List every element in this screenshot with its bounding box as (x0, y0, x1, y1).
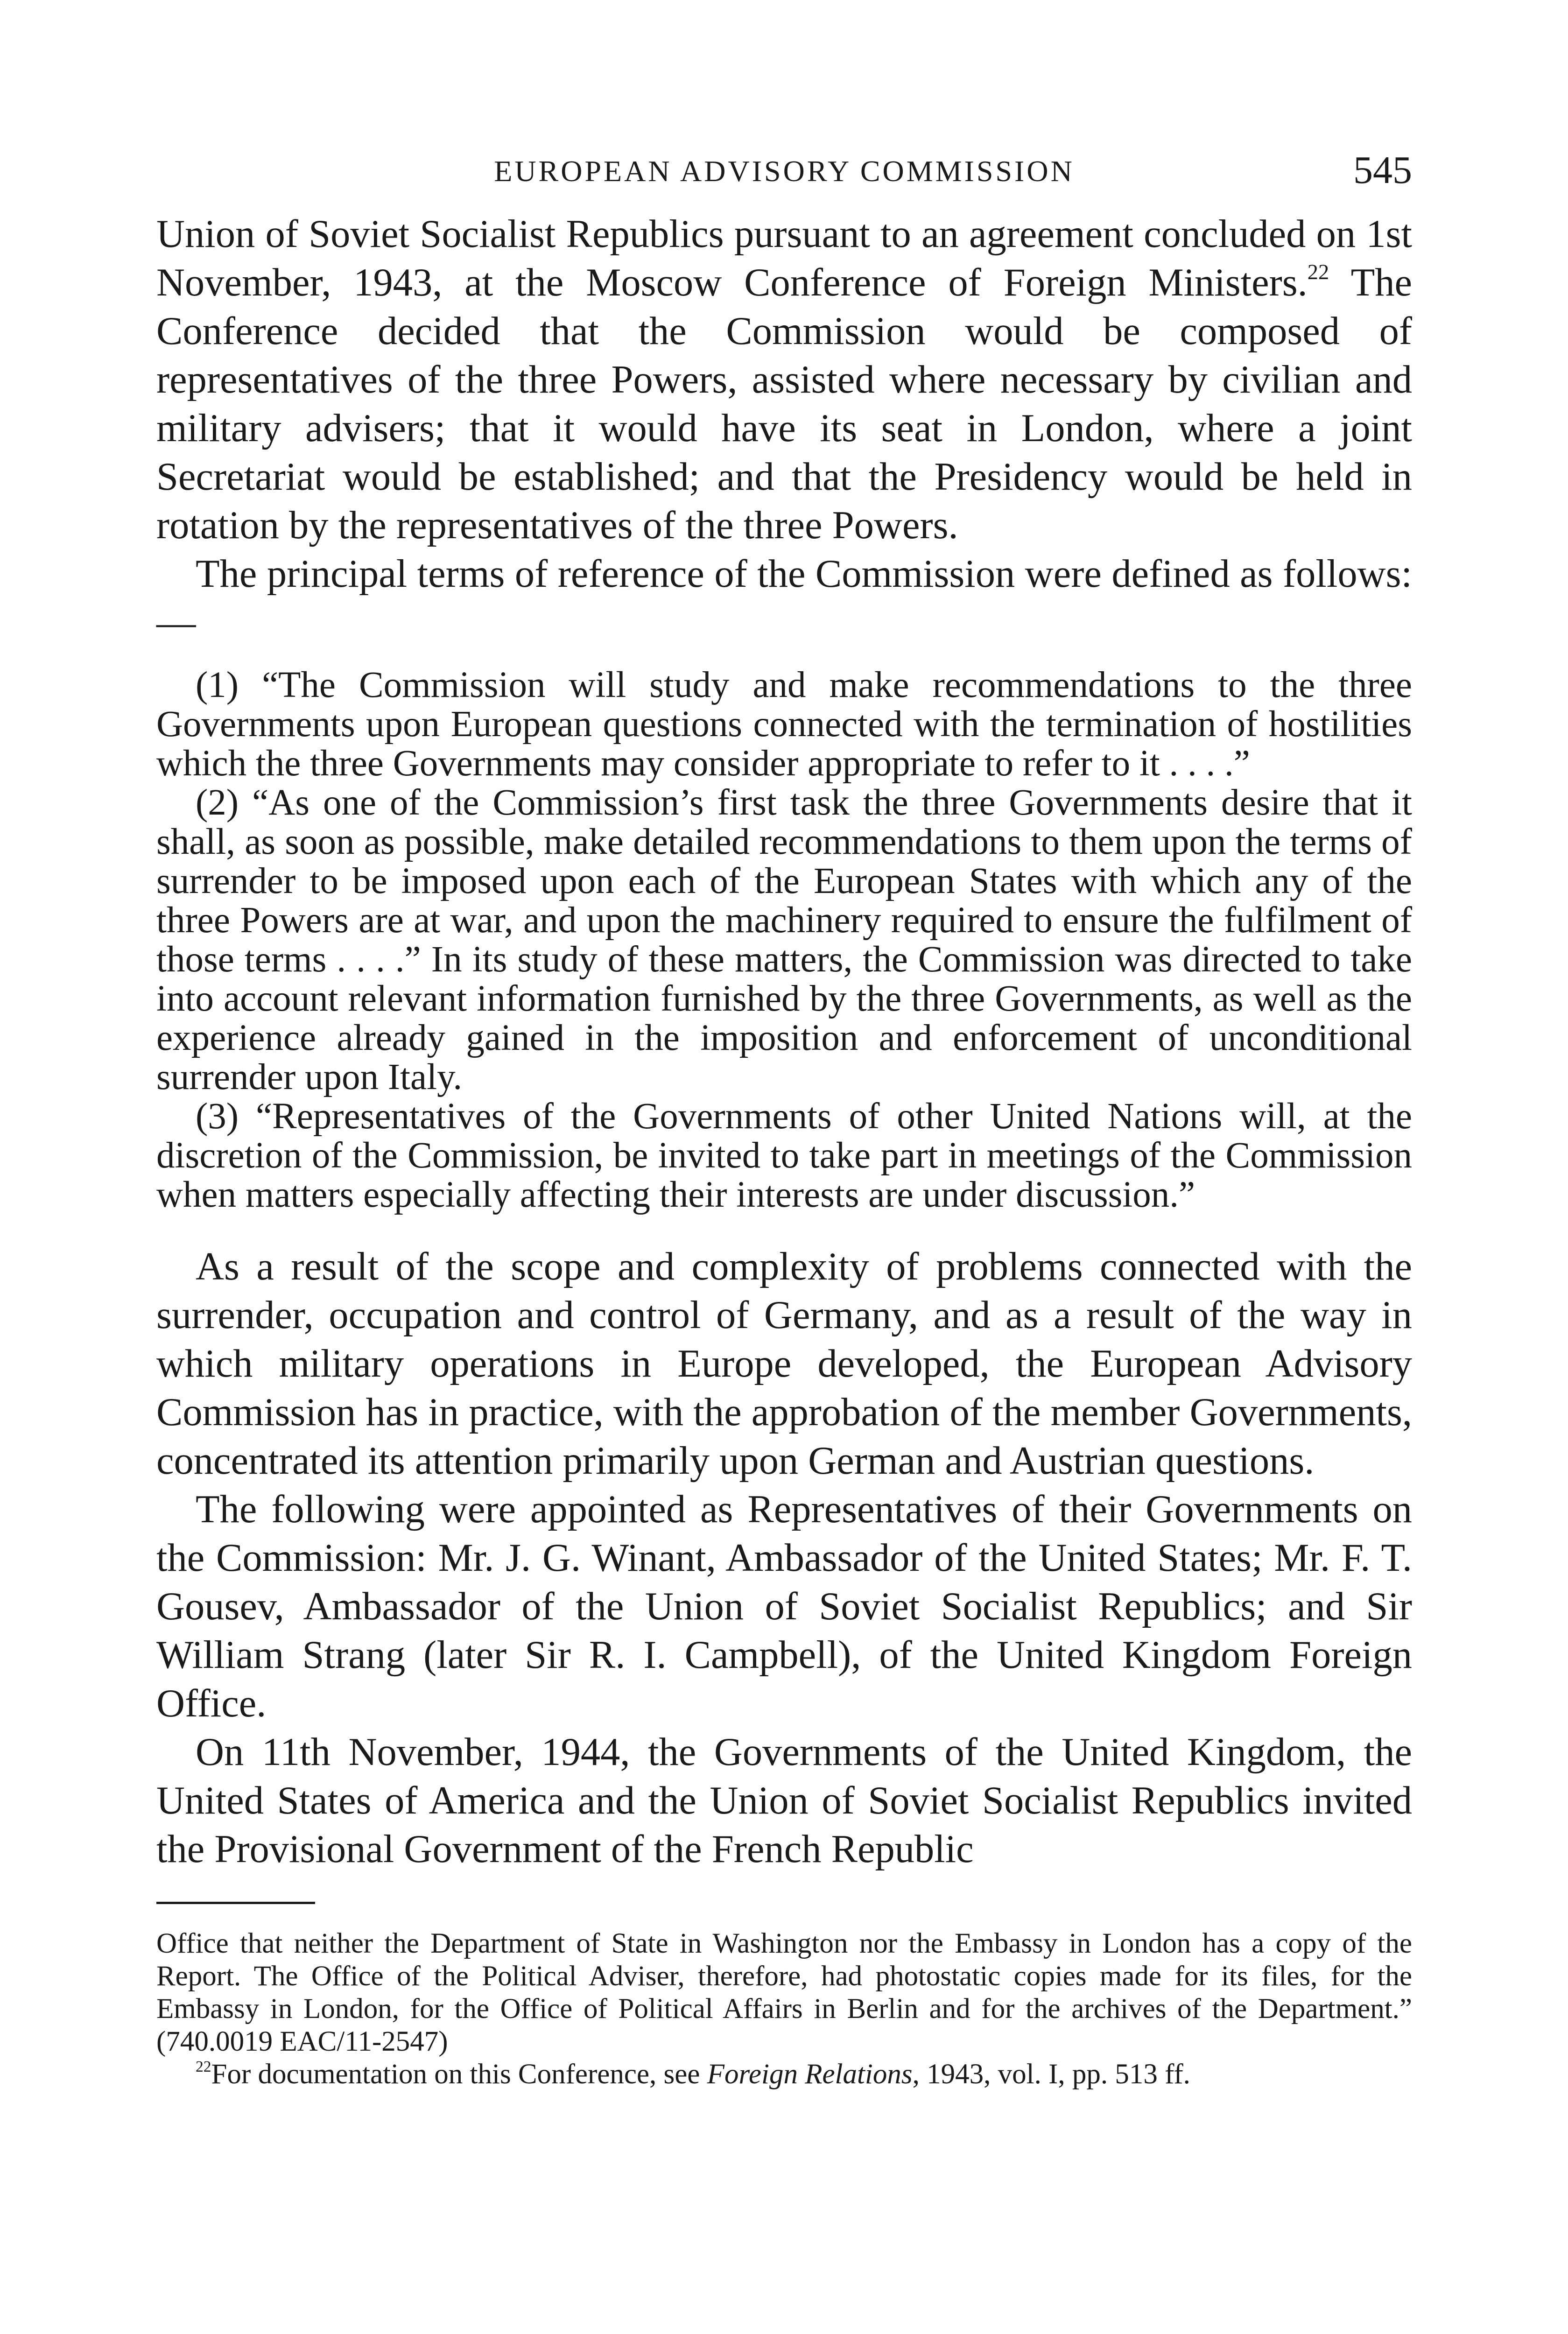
paragraph-3: As a result of the scope and complexity of problems connected with the surrender, occupation and control of Germany, and as a result of the way in which military operations in Europe developed, the European Advisory Commission has in practice, with the approbation of the member Governments, concentrated its attention primarily upon German and Austrian questions. (156, 1245, 1412, 1483)
page-number: 545 (1353, 148, 1412, 192)
running-header (156, 148, 1412, 210)
paragraph-1 (156, 210, 1412, 550)
footnote-22-text-a: For documentation on this Conference, see (211, 2059, 707, 2090)
paragraph-1-text-b: The Conference decided that the Commission would be composed of representatives of the three Powers, assisted where necessary by civilian and military advisers; that it would have its seat in London, where a joint Secretariat would be established; and that the Presidency would be held in rotation by the representatives of the three Powers. (156, 261, 1412, 547)
running-title: EUROPEAN ADVISORY COMMISSION (494, 155, 1075, 188)
quote-1: (1) “The Commission will study and make recommendations to the three Governments upon European questions connected with the termination of hostilities which the three Governments may consider appropriate to refer to it . . . .” (156, 665, 1412, 784)
paragraph-1-text-a: Union of Soviet Socialist Republics pursuant to an agreement concluded on 1st November, 1943, at the Moscow Conference of Foreign Ministers. (156, 212, 1412, 304)
footnote-22-text-b: , 1943, vol. I, pp. 513 ff. (912, 2059, 1190, 2090)
footnote-22 (156, 2058, 1412, 2091)
footnote-continued: Office that neither the Department of State in Washington nor the Embassy in London has a copy of the Report. The Office of the Political Adviser, therefore, had photostatic copies made for its files, for the Embassy in London, for the Office of Political Affairs in Berlin and for the archives of the Department.” (740.0019 EAC/11-2547) (156, 1928, 1412, 2057)
footnote-22-marker: 22 (196, 2058, 211, 2075)
footnote-ref-22: 22 (1307, 260, 1329, 285)
document-page (156, 148, 1412, 2091)
paragraph-2: The principal terms of reference of the Commission were defined as follows:— (156, 552, 1412, 644)
footnote-22-title: Foreign Relations (707, 2059, 913, 2090)
paragraph-4: The following were appointed as Representatives of their Governments on the Commission: Mr. J. G. Winant, Ambassador of the United States; Mr. F. T. Gousev, Ambassador of the Union of Soviet Socialist Republics; and Sir William Strang (later Sir R. I. Campbell), of the United Kingdom Foreign Office. (156, 1488, 1412, 1725)
paragraph-5: On 11th November, 1944, the Governments of the United Kingdom, the United States of America and the Union of Soviet Socialist Republics invited the Provisional Government of the French Republic (156, 1730, 1412, 1871)
quote-3: (3) “Representatives of the Governments of other United Nations will, at the discretion of the Commission, be invited to take part in meetings of the Commission when matters especially affecting their interests are under discussion.” (156, 1096, 1412, 1215)
quote-2: (2) “As one of the Commission’s first task the three Governments desire that it shall, as soon as possible, make detailed recommendations to them upon the terms of surrender to be imposed upon each of the European States with which any of the three Powers are at war, and upon the machinery required to ensure the fulfilment of those terms . . . .” In its study of these matters, the Commission was directed to take into account relevant information furnished by the three Governments, as well as the experience already gained in the imposition and enforcement of unconditional surrender upon Italy. (156, 782, 1412, 1097)
footnote-divider (156, 1902, 315, 1904)
